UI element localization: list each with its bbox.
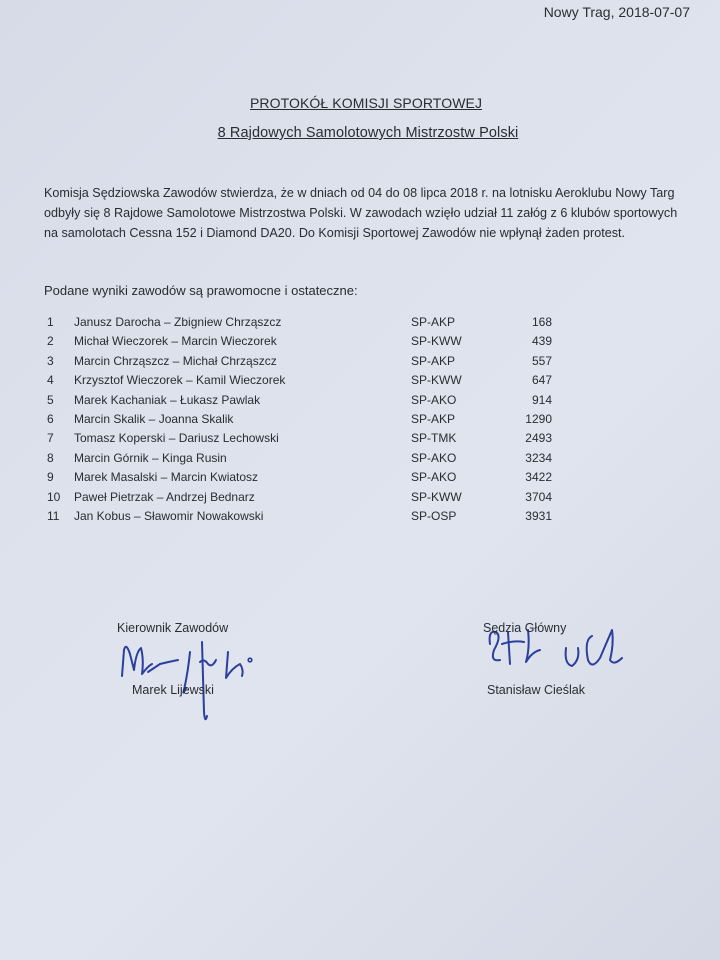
place-number: 4 xyxy=(47,373,54,388)
right-signature-strokes xyxy=(490,630,622,666)
organizer-name: Marek Lijewski xyxy=(132,683,214,697)
aircraft-registration: SP-AKP xyxy=(411,315,456,329)
result-row xyxy=(47,507,567,526)
place-number: 10 xyxy=(47,489,61,504)
aircraft-registration: SP-AKP xyxy=(411,411,456,426)
crew-names: Marcin Górnik – Kinga Rusin xyxy=(74,450,227,465)
crew-names: Marek Kachaniak – Łukasz Pawlak xyxy=(74,392,261,407)
penalty-points: 1290 xyxy=(525,411,552,426)
crew-names: Paweł Pietrzak – Andrzej Bednarz xyxy=(74,489,255,504)
results-lead: Podane wyniki zawodów są prawomocne i ostateczne: xyxy=(44,283,358,298)
place-number: 6 xyxy=(47,411,54,426)
result-row xyxy=(47,391,567,410)
intro-paragraph xyxy=(44,183,684,243)
penalty-points: 647 xyxy=(531,373,552,388)
penalty-points: 3931 xyxy=(525,508,552,523)
crew-names: Krzysztof Wieczorek – Kamil Wieczorek xyxy=(74,373,286,388)
place-number: 2 xyxy=(47,334,54,349)
intro-line: odbyły się 8 Rajdowe Samolotowe Mistrzostwa Polski. W zawodach wzięło udział 11 załóg z 6 klubów sportowych xyxy=(44,206,678,220)
place-number: 7 xyxy=(47,431,54,446)
intro-line: na samolotach Cessna 152 i Diamond DA20. Do Komisji Sportowej Zawodów nie wpłynął żaden protest. xyxy=(44,226,626,240)
chief-judge-role-label: Sędzia Główny xyxy=(483,621,567,635)
result-row xyxy=(47,352,567,371)
penalty-points: 168 xyxy=(531,315,552,329)
place-number: 5 xyxy=(47,392,54,407)
result-row xyxy=(47,429,567,448)
aircraft-registration: SP-KWW xyxy=(411,334,462,349)
place-date: Nowy Trag, 2018-07-07 xyxy=(543,4,690,20)
aircraft-registration: SP-AKP xyxy=(411,353,456,368)
result-row xyxy=(47,313,567,332)
organizer-role-label: Kierownik Zawodów xyxy=(117,621,229,635)
aircraft-registration: SP-KWW xyxy=(411,373,462,388)
crew-names: Jan Kobus – Sławomir Nowakowski xyxy=(74,508,264,523)
crew-names: Marcin Skalik – Joanna Skalik xyxy=(74,411,234,426)
place-number: 3 xyxy=(47,353,54,368)
penalty-points: 3422 xyxy=(525,470,552,485)
result-row xyxy=(47,449,567,468)
aircraft-registration: SP-OSP xyxy=(411,508,457,523)
aircraft-registration: SP-TMK xyxy=(411,431,457,446)
crew-names: Marek Masalski – Marcin Kwiatosz xyxy=(74,470,259,485)
aircraft-registration: SP-AKO xyxy=(411,392,457,407)
aircraft-registration: SP-AKO xyxy=(411,450,457,465)
results-list xyxy=(47,313,567,526)
crew-names: Tomasz Koperski – Dariusz Lechowski xyxy=(74,431,279,446)
chief-judge-name: Stanisław Cieślak xyxy=(487,683,585,697)
place-number: 8 xyxy=(47,450,54,465)
penalty-points: 914 xyxy=(531,392,552,407)
result-row xyxy=(47,332,567,351)
crew-names: Janusz Darocha – Zbigniew Chrząszcz xyxy=(74,315,282,329)
document-title: PROTOKÓŁ KOMISJI SPORTOWEJ xyxy=(249,95,483,111)
intro-line: Komisja Sędziowska Zawodów stwierdza, że w dniach od 04 do 08 lipca 2018 r. na lotnisku Aeroklubu Nowy Targ xyxy=(44,186,675,200)
penalty-points: 3234 xyxy=(525,450,552,465)
crew-names: Marcin Chrząszcz – Michał Chrząszcz xyxy=(74,353,277,368)
penalty-points: 557 xyxy=(531,353,552,368)
crew-names: Michał Wieczorek – Marcin Wieczorek xyxy=(74,334,277,349)
left-signature-strokes xyxy=(122,642,252,719)
place-number: 9 xyxy=(47,470,54,485)
result-row xyxy=(47,468,567,487)
aircraft-registration: SP-AKO xyxy=(411,470,457,485)
event-title: 8 Rajdowych Samolotowych Mistrzostw Polski xyxy=(217,125,519,141)
penalty-points: 3704 xyxy=(525,489,552,504)
aircraft-registration: SP-KWW xyxy=(411,489,462,504)
place-number: 1 xyxy=(47,315,54,329)
penalty-points: 439 xyxy=(531,334,552,349)
result-row xyxy=(47,488,567,507)
right-signature xyxy=(480,600,640,690)
result-row xyxy=(47,410,567,429)
result-row xyxy=(47,371,567,390)
place-number: 11 xyxy=(47,508,60,523)
penalty-points: 2493 xyxy=(525,431,552,446)
